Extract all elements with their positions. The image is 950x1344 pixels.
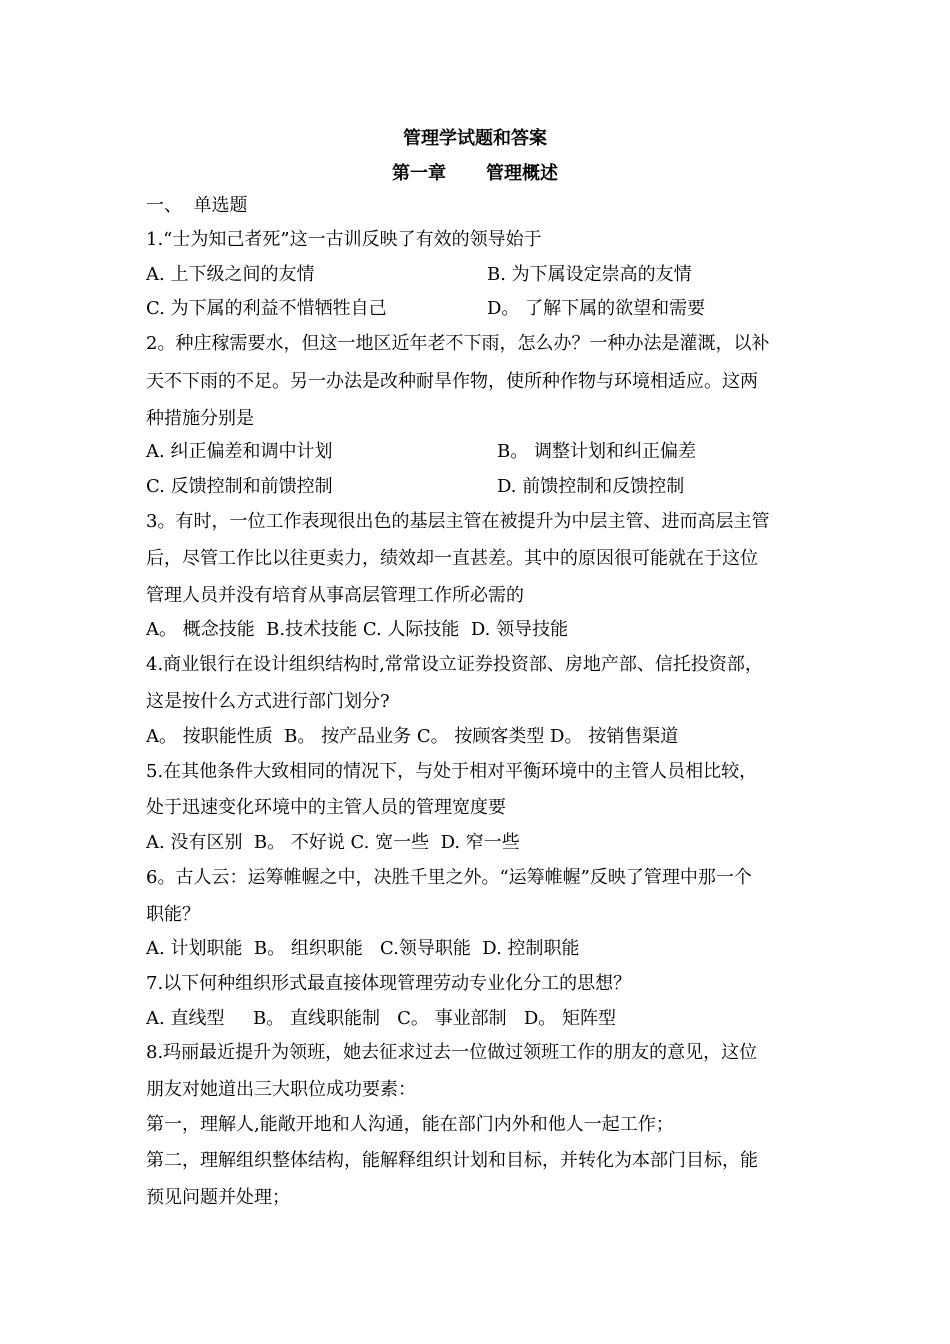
- question-2-stem-line-2: 天不下雨的不足。另一办法是改种耐旱作物，使所种作物与环境相适应。这两: [146, 371, 758, 392]
- question-2-stem-line-1: 2。种庄稼需要水，但这一地区近年老不下雨，怎么办？一种办法是灌溉，以补: [146, 333, 770, 354]
- question-3-stem-line-3: 管理人员并没有培育从事高层管理工作所必需的: [146, 585, 524, 606]
- question-8-point-2-line-2: 预见问题并处理；: [146, 1187, 290, 1208]
- document-title: 管理学试题和答案: [403, 128, 547, 149]
- question-1-stem: 1.“士为知己者死”这一古训反映了有效的领导始于: [146, 229, 542, 250]
- question-2-option-b: B。 调整计划和纠正偏差: [497, 441, 696, 462]
- section-heading: 一、 单选题: [146, 195, 248, 216]
- question-6-stem-line-1: 6。古人云：运筹帷幄之中，决胜千里之外。“运筹帷幄”反映了管理中那一个: [146, 867, 752, 888]
- question-6-options: A. 计划职能 B。 组织职能 C.领导职能 D. 控制职能: [146, 938, 580, 959]
- question-8-stem-line-2: 朋友对她道出三大职位成功要素：: [146, 1079, 416, 1100]
- question-5-options: A. 没有区别 B。 不好说 C. 宽一些 D. 窄一些: [146, 832, 520, 853]
- question-5-stem-line-2: 处于迅速变化环境中的主管人员的管理宽度要: [146, 797, 506, 818]
- question-7-options: A. 直线型 B。 直线职能制 C。 事业部制 D。 矩阵型: [146, 1008, 616, 1029]
- chapter-heading: [0, 159, 950, 185]
- question-4-stem-line-2: 这是按什么方式进行部门划分?: [146, 691, 390, 712]
- question-4-stem-line-1: 4.商业银行在设计组织结构时,常常设立证券投资部、房地产部、信托投资部，: [146, 654, 763, 675]
- question-6-stem-line-2: 职能？: [146, 904, 200, 925]
- question-2-option-d: D. 前馈控制和反馈控制: [497, 476, 685, 497]
- question-4-options: A。 按职能性质 B。 按产品业务 C。 按顾客类型 D。 按销售渠道: [146, 726, 679, 747]
- question-1-option-d: D。 了解下属的欲望和需要: [487, 298, 706, 319]
- chapter-number: 第一章: [392, 163, 446, 184]
- question-8-point-2-line-1: 第二，理解组织整体结构，能解释组织计划和目标，并转化为本部门目标，能: [146, 1150, 758, 1171]
- question-1-option-c: C. 为下属的利益不惜牺牲自己: [146, 298, 387, 319]
- question-3-stem-line-1: 3。有时，一位工作表现很出色的基层主管在被提升为中层主管、进而高层主管: [146, 511, 770, 532]
- question-8-point-1: 第一，理解人,能敞开地和人沟通，能在部门内外和他人一起工作；: [146, 1114, 674, 1135]
- chapter-title: 管理概述: [486, 163, 558, 184]
- question-2-option-c: C. 反馈控制和前馈控制: [146, 476, 333, 497]
- question-2-stem-line-3: 种措施分别是: [146, 408, 254, 429]
- question-3-stem-line-2: 后，尽管工作比以往更卖力，绩效却一直甚差。其中的原因很可能就在于这位: [146, 548, 758, 569]
- question-5-stem-line-1: 5.在其他条件大致相同的情况下，与处于相对平衡环境中的主管人员相比较，: [146, 761, 758, 782]
- question-1-option-a: A. 上下级之间的友情: [146, 264, 315, 285]
- question-8-stem-line-1: 8.玛丽最近提升为领班，她去征求过去一位做过领班工作的朋友的意见，这位: [146, 1042, 758, 1063]
- question-7-stem: 7.以下何种组织形式最直接体现管理劳动专业化分工的思想？: [146, 973, 632, 994]
- question-2-option-a: A. 纠正偏差和调中计划: [146, 441, 333, 462]
- question-3-options: A。 概念技能 B.技术技能 C. 人际技能 D. 领导技能: [146, 619, 569, 640]
- question-1-option-b: B. 为下属设定崇高的友情: [487, 264, 692, 285]
